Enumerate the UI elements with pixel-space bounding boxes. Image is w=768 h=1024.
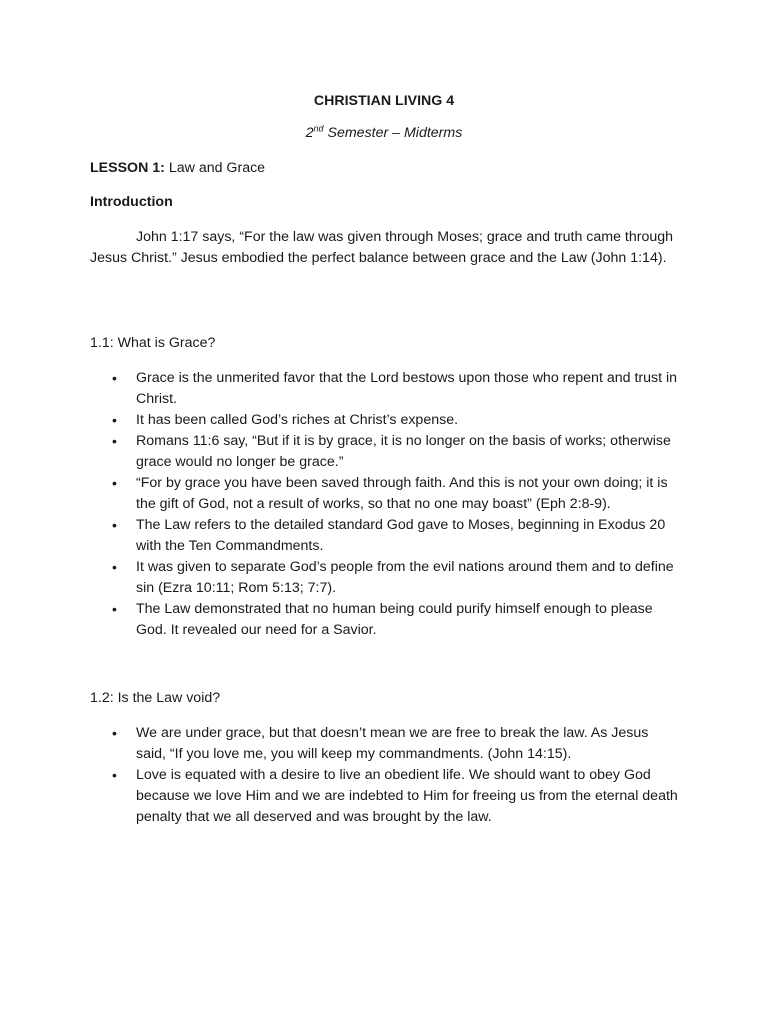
- list-item: [90, 431, 680, 473]
- list-item: [90, 765, 680, 828]
- list-item-text: It was given to separate God’s people from the evil nations around them and to define sin (Ezra 10:11; Rom 5:13; 7:7).: [136, 559, 674, 596]
- lesson-heading: [90, 160, 265, 176]
- section-heading-is-law-void: 1.2: Is the Law void?: [90, 690, 221, 706]
- document-subtitle: [0, 125, 768, 141]
- law-bullet-list: [90, 723, 680, 828]
- list-item-text: “For by grace you have been saved through faith. And this is not your own doing; it is the gift of God, not a result of works, so that no one may boast” (Eph 2:8-9).: [136, 475, 668, 512]
- list-item: [90, 599, 680, 641]
- document-title: CHRISTIAN LIVING 4: [313, 93, 455, 109]
- lesson-name: Law and Grace: [164, 160, 266, 176]
- list-item: [90, 557, 680, 599]
- list-item-text: Grace is the unmerited favor that the Lord bestows upon those who repent and trust in Christ.: [136, 370, 678, 407]
- list-item: [90, 410, 680, 431]
- bullet-icon: •: [112, 433, 117, 449]
- subtitle-text: Semester – Midterms: [323, 125, 463, 141]
- list-item-text: The Law demonstrated that no human being could purify himself enough to please God. It revealed our need for a Savior.: [136, 601, 653, 638]
- subtitle-number: 2: [305, 125, 314, 141]
- bullet-icon: •: [112, 370, 117, 386]
- list-item-text: It has been called God’s riches at Christ’s expense.: [136, 412, 459, 428]
- subtitle-ordinal: nd: [313, 123, 324, 134]
- section-heading-what-is-grace: 1.1: What is Grace?: [90, 335, 216, 351]
- list-item: [90, 723, 680, 765]
- bullet-icon: •: [112, 412, 117, 428]
- list-item-text: We are under grace, but that doesn’t mean we are free to break the law. As Jesus said, “If you love me, you will keep my commandments. (John 14:15).: [136, 725, 649, 762]
- bullet-icon: •: [112, 559, 117, 575]
- bullet-icon: •: [112, 601, 117, 617]
- grace-bullet-list: [90, 368, 680, 641]
- bullet-icon: •: [112, 725, 117, 741]
- list-item-text: The Law refers to the detailed standard God gave to Moses, beginning in Exodus 20 with the Ten Commandments.: [136, 517, 666, 554]
- list-item-text: Love is equated with a desire to live an obedient life. We should want to obey God because we love Him and we are indebted to Him for freeing us from the eternal death penalty that we all deserved and was brought by the law.: [136, 767, 678, 825]
- list-item: [90, 368, 680, 410]
- lesson-label: LESSON 1:: [90, 160, 165, 176]
- introduction-paragraph: John 1:17 says, “For the law was given through Moses; grace and truth came through Jesus Christ.” Jesus embodied the perfect balance between grace and the Law (John 1:14).: [90, 229, 674, 266]
- list-item: [90, 473, 680, 515]
- bullet-icon: •: [112, 475, 117, 491]
- list-item: [90, 515, 680, 557]
- bullet-icon: •: [112, 517, 117, 533]
- list-item-text: Romans 11:6 say, “But if it is by grace, it is no longer on the basis of works; otherwise grace would no longer be grace.”: [136, 433, 671, 470]
- bullet-icon: •: [112, 767, 117, 783]
- introduction-heading: Introduction: [90, 194, 173, 210]
